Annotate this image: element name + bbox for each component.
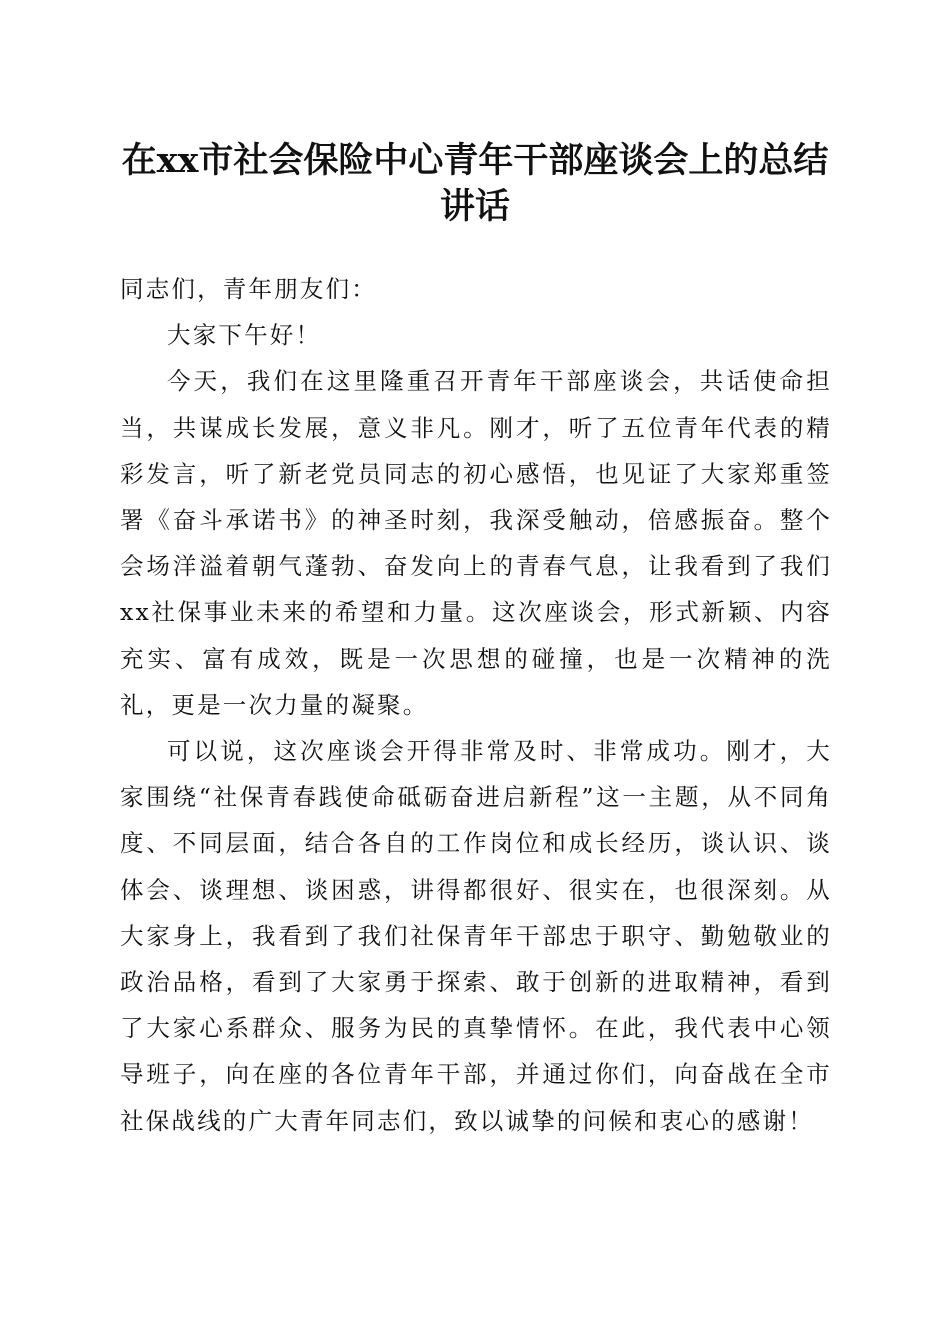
document-body	[120, 266, 832, 1144]
document-title: 在xx市社会保险中心青年干部座谈会上的总结讲话	[121, 140, 829, 227]
salutation: 同志们，青年朋友们：	[120, 275, 377, 303]
greeting: 大家下午好！	[167, 321, 322, 350]
paragraph-2: 可以说，这次座谈会开得非常及时、非常成功。刚才，大家围绕“社保青春践使命砥砺奋进启新程”这一主题，从不同角度、不同层面，结合各自的工作岗位和成长经历，谈认识、谈体会、谈理想、谈困惑，讲得都很好、很实在，也很深刻。从大家身上，我看到了我们社保青年干部忠于职守、勤勉敬业的政治品格，看到了大家勇于探索、敢于创新的进取精神，看到了大家心系群众、服务为民的真挚情怀。在此，我代表中心领导班子，向在座的各位青年干部，并通过你们，向奋战在全市社保战线的广大青年同志们，致以诚挚的问候和衷心的感谢！	[120, 737, 832, 1135]
paragraph-1: 今天，我们在这里隆重召开青年干部座谈会，共话使命担当，共谋成长发展，意义非凡。刚才，听了五位青年代表的精彩发言，听了新老党员同志的初心感悟，也见证了大家郑重签署《奋斗承诺书》的神圣时刻，我深受触动，倍感振奋。整个会场洋溢着朝气蓬勃、奋发向上的青春气息，让我看到了我们xx社保事业未来的希望和力量。这次座谈会，形式新颖、内容充实、富有成效，既是一次思想的碰撞，也是一次精神的洗礼，更是一次力量的凝聚。	[120, 367, 832, 719]
